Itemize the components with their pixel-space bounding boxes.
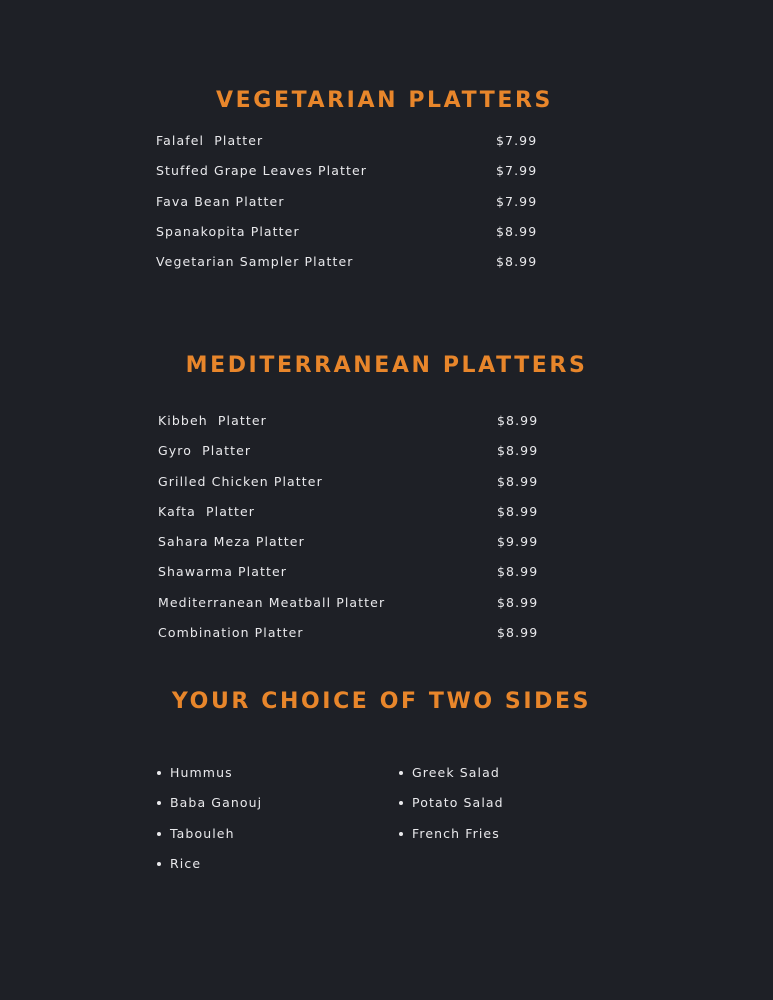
- menu-item-name: Vegetarian Sampler Platter: [156, 254, 354, 270]
- menu-item: [156, 163, 556, 193]
- side-item-label: Baba Ganouj: [170, 795, 263, 811]
- menu-item-price: $8.99: [497, 413, 539, 428]
- menu-item: [158, 474, 558, 504]
- side-item-label: Potato Salad: [412, 795, 504, 811]
- mediterranean-platters-title: MEDITERRANEAN PLATTERS: [185, 353, 588, 378]
- menu-item-name: Stuffed Grape Leaves Platter: [156, 163, 368, 179]
- menu-item-name: Sahara Meza Platter: [158, 534, 305, 550]
- menu-item-name: Kafta Platter: [158, 503, 256, 519]
- side-item-label: Rice: [170, 855, 202, 871]
- menu-item: [158, 504, 558, 534]
- menu-item-price: $8.99: [497, 564, 539, 580]
- menu-item-name: Falafel Platter: [156, 133, 264, 148]
- side-item: [156, 826, 262, 856]
- menu-item: [158, 564, 558, 594]
- menu-item-name: Shawarma Platter: [158, 564, 288, 580]
- mediterranean-platters-list: [158, 413, 558, 655]
- menu-item-price: $7.99: [496, 133, 538, 148]
- bullet-icon: [399, 832, 403, 836]
- bullet-icon: [157, 801, 161, 805]
- menu-item: [158, 534, 558, 564]
- menu-item: [156, 224, 556, 254]
- menu-item-price: $8.99: [497, 503, 539, 519]
- bullet-icon: [157, 862, 161, 866]
- side-item: [156, 765, 262, 795]
- sides-list-right: [398, 765, 504, 856]
- vegetarian-platters-title: VEGETARIAN PLATTERS: [216, 88, 553, 113]
- side-item-label: Hummus: [170, 765, 233, 780]
- side-item: [398, 765, 504, 795]
- menu-item-price: $8.99: [496, 223, 538, 239]
- menu-item: [156, 254, 556, 284]
- side-item-label: French Fries: [412, 825, 500, 841]
- menu-item: [156, 133, 556, 163]
- vegetarian-platters-list: [156, 133, 556, 284]
- menu-item: [158, 413, 558, 443]
- menu-item: [156, 194, 556, 224]
- side-item-label: Tabouleh: [170, 825, 235, 841]
- menu-item-name: Fava Bean Platter: [156, 193, 285, 209]
- menu-item-price: $9.99: [497, 534, 539, 550]
- side-item: [156, 795, 262, 825]
- menu-item-name: Mediterranean Meatball Platter: [158, 594, 386, 610]
- sides-list-left: [156, 765, 262, 886]
- menu-item-price: $8.99: [497, 594, 539, 610]
- bullet-icon: [399, 771, 403, 775]
- sides-title: YOUR CHOICE OF TWO SIDES: [171, 689, 592, 714]
- menu-item-price: $7.99: [496, 193, 538, 209]
- menu-item-price: $8.99: [497, 473, 539, 489]
- menu-item-price: $8.99: [496, 254, 538, 270]
- side-item-label: Greek Salad: [412, 765, 500, 780]
- menu-item: [158, 443, 558, 473]
- side-item: [398, 826, 504, 856]
- bullet-icon: [157, 771, 161, 775]
- side-item: [156, 856, 262, 886]
- menu-item-price: $7.99: [496, 163, 538, 179]
- bullet-icon: [157, 832, 161, 836]
- menu-item-name: Spanakopita Platter: [156, 223, 300, 239]
- menu-item: [158, 625, 558, 655]
- menu-item-price: $8.99: [497, 625, 539, 641]
- menu-item: [158, 595, 558, 625]
- bullet-icon: [399, 801, 403, 805]
- menu-item-name: Gyro Platter: [158, 443, 252, 459]
- side-item: [398, 795, 504, 825]
- menu-item-name: Kibbeh Platter: [158, 413, 267, 428]
- menu-item-name: Combination Platter: [158, 625, 304, 641]
- menu-item-price: $8.99: [497, 443, 539, 459]
- menu-item-name: Grilled Chicken Platter: [158, 473, 323, 489]
